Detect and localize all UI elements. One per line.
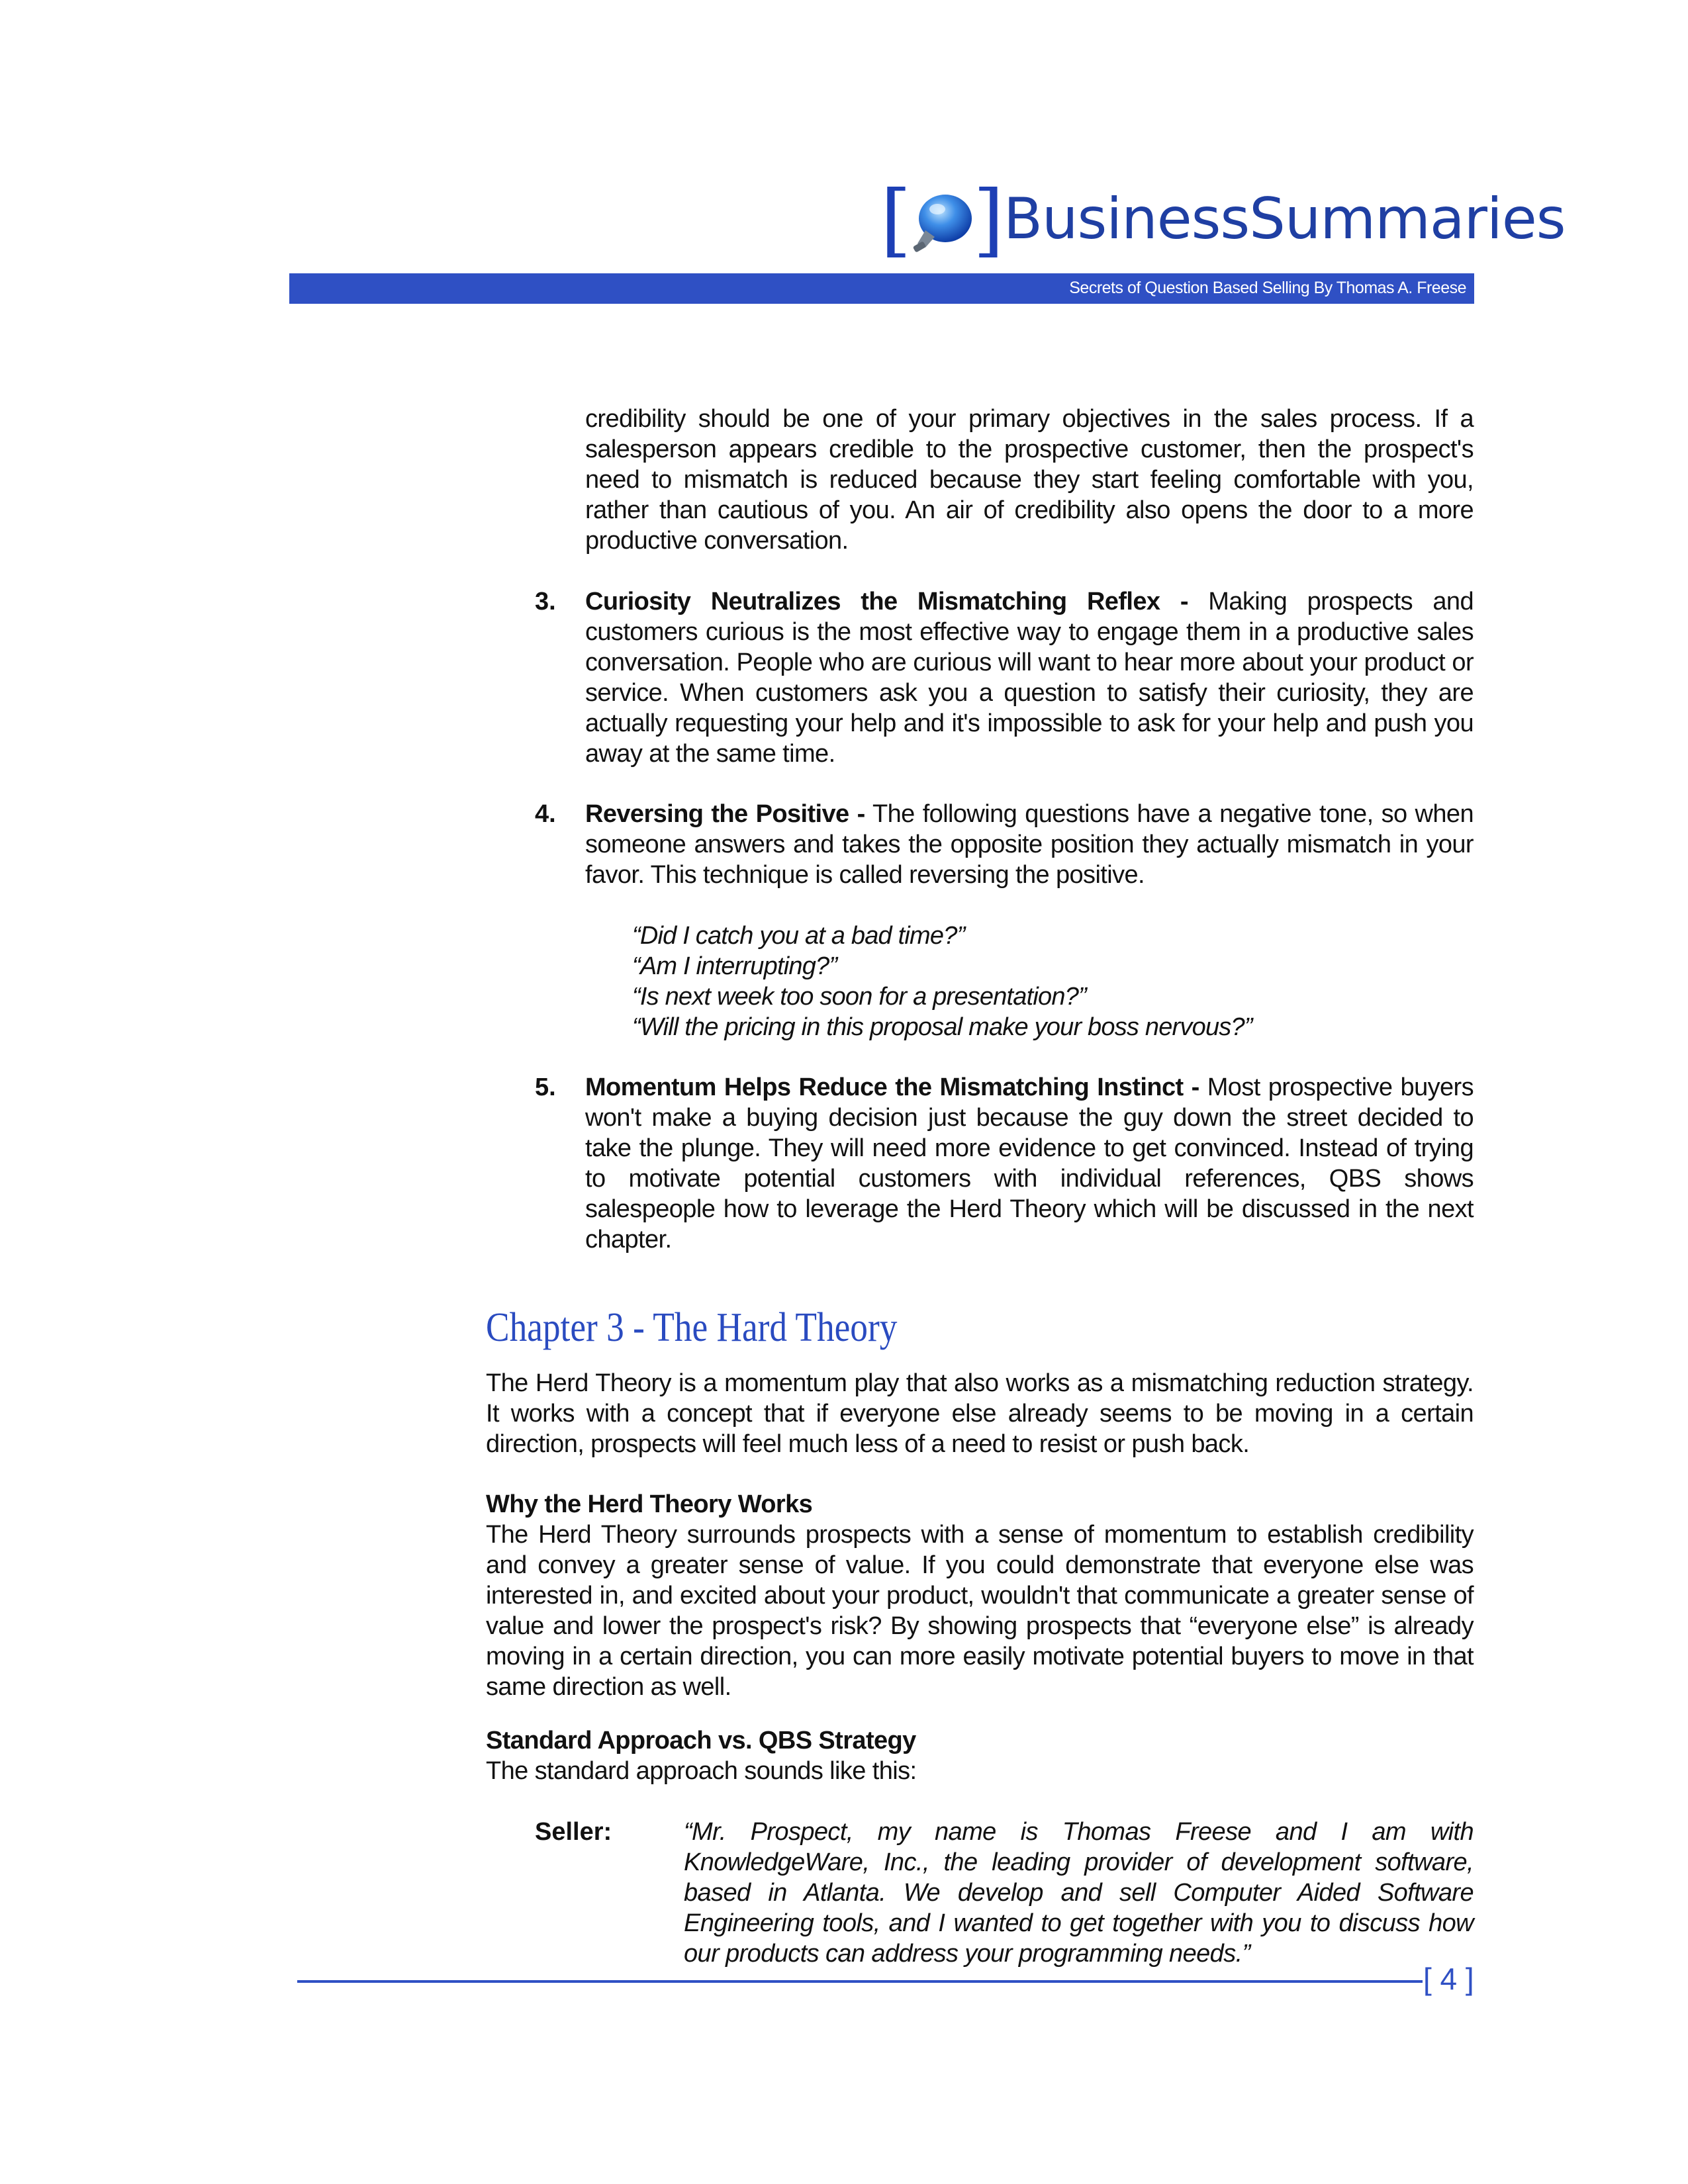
section-heading-why: Why the Herd Theory Works bbox=[486, 1490, 813, 1518]
list-item-label: Curiosity Neutralizes the Mismatching Reflex - bbox=[585, 588, 1188, 615]
header-bar bbox=[289, 273, 1474, 304]
chapter-title: Chapter 3 - The Hard Theory bbox=[486, 1305, 898, 1350]
business-summaries-logo bbox=[880, 174, 1566, 266]
list-item-label: Reversing the Positive - bbox=[585, 800, 865, 828]
list-item bbox=[585, 586, 1474, 769]
example-question: “Will the pricing in this proposal make your boss nervous?” bbox=[632, 1013, 1252, 1041]
list-item bbox=[585, 799, 1474, 890]
chapter-intro: The Herd Theory is a momentum play that also works as a mismatching reduction strategy. It works with a concept that if everyone else already seems to be moving in a certain direction, prospects will feel much less of a need to resist or push back. bbox=[486, 1369, 1474, 1458]
document-subtitle: Secrets of Question Based Selling By Thomas A. Freese bbox=[1069, 279, 1466, 297]
item-number: 3. bbox=[535, 588, 556, 615]
seller-quote: “Mr. Prospect, my name is Thomas Freese and I am with KnowledgeWare, Inc., the leading provider of development software, based in Atlanta. We develop and sell Computer Aided Software Engineering tools, and I wanted to get together with you to discuss how our products can address your programming needs.” bbox=[684, 1818, 1474, 1968]
speaker-label: Seller: bbox=[535, 1818, 612, 1846]
list-item-text: Making prospects and customers curious is the most effective way to engage them in a productive sales conversation. People who are curious will want to hear more about your product or service. When customers ask you a question to satisfy their curiosity, they are actually requesting your help and it's impossible to ask for your help and push you away at the same time. bbox=[585, 588, 1474, 768]
section-heading-standard: Standard Approach vs. QBS Strategy bbox=[486, 1727, 916, 1754]
lightbulb-icon bbox=[906, 187, 978, 259]
list-item bbox=[585, 1072, 1474, 1255]
example-question: “Am I interrupting?” bbox=[632, 952, 837, 980]
logo-bracket-left: [ bbox=[880, 174, 912, 266]
list-item-text: Most prospective buyers won't make a buying decision just because the guy down the street decided to take the plunge. They will need more evidence to get convinced. Instead of trying to motivate potential customers with individual references, QBS shows salespeople how to leverage the Herd Theory which will be discussed in the next chapter. bbox=[585, 1073, 1474, 1253]
item-number: 5. bbox=[535, 1073, 556, 1101]
why-paragraph: The Herd Theory surrounds prospects with a sense of momentum to establish credibility and convey a greater sense of value. If you could demonstrate that everyone else was interested in, and excited about your product, wouldn't that communicate a greater sense of value and lower the prospect's risk? By showing prospects that “everyone else” is already moving in a certain direction, you can more easily motivate potential buyers to move in that same direction as well. bbox=[486, 1521, 1474, 1701]
item-number: 4. bbox=[535, 800, 556, 828]
footer-divider bbox=[297, 1980, 1423, 1983]
standard-intro: The standard approach sounds like this: bbox=[486, 1757, 917, 1785]
example-question: “Is next week too soon for a presentation?” bbox=[632, 983, 1086, 1011]
list-item-text: The following questions have a negative tone, so when someone answers and takes the opposite position they actually mismatch in your favor. This technique is called reversing the positive. bbox=[585, 800, 1474, 889]
page-number: [ 4 ] bbox=[1423, 1962, 1474, 1996]
continuation-paragraph: credibility should be one of your primary objectives in the sales process. If a salesperson appears credible to the prospective customer, then the prospect's need to mismatch is reduced because they start feeling comfortable with you, rather than cautious of you. An air of credibility also opens the door to a more productive conversation. bbox=[585, 405, 1474, 555]
logo-bracket-right: ] bbox=[973, 174, 1004, 266]
list-item-label: Momentum Helps Reduce the Mismatching Instinct - bbox=[585, 1073, 1199, 1101]
example-question: “Did I catch you at a bad time?” bbox=[632, 922, 965, 950]
logo-text: BusinessSummaries bbox=[1004, 186, 1566, 252]
